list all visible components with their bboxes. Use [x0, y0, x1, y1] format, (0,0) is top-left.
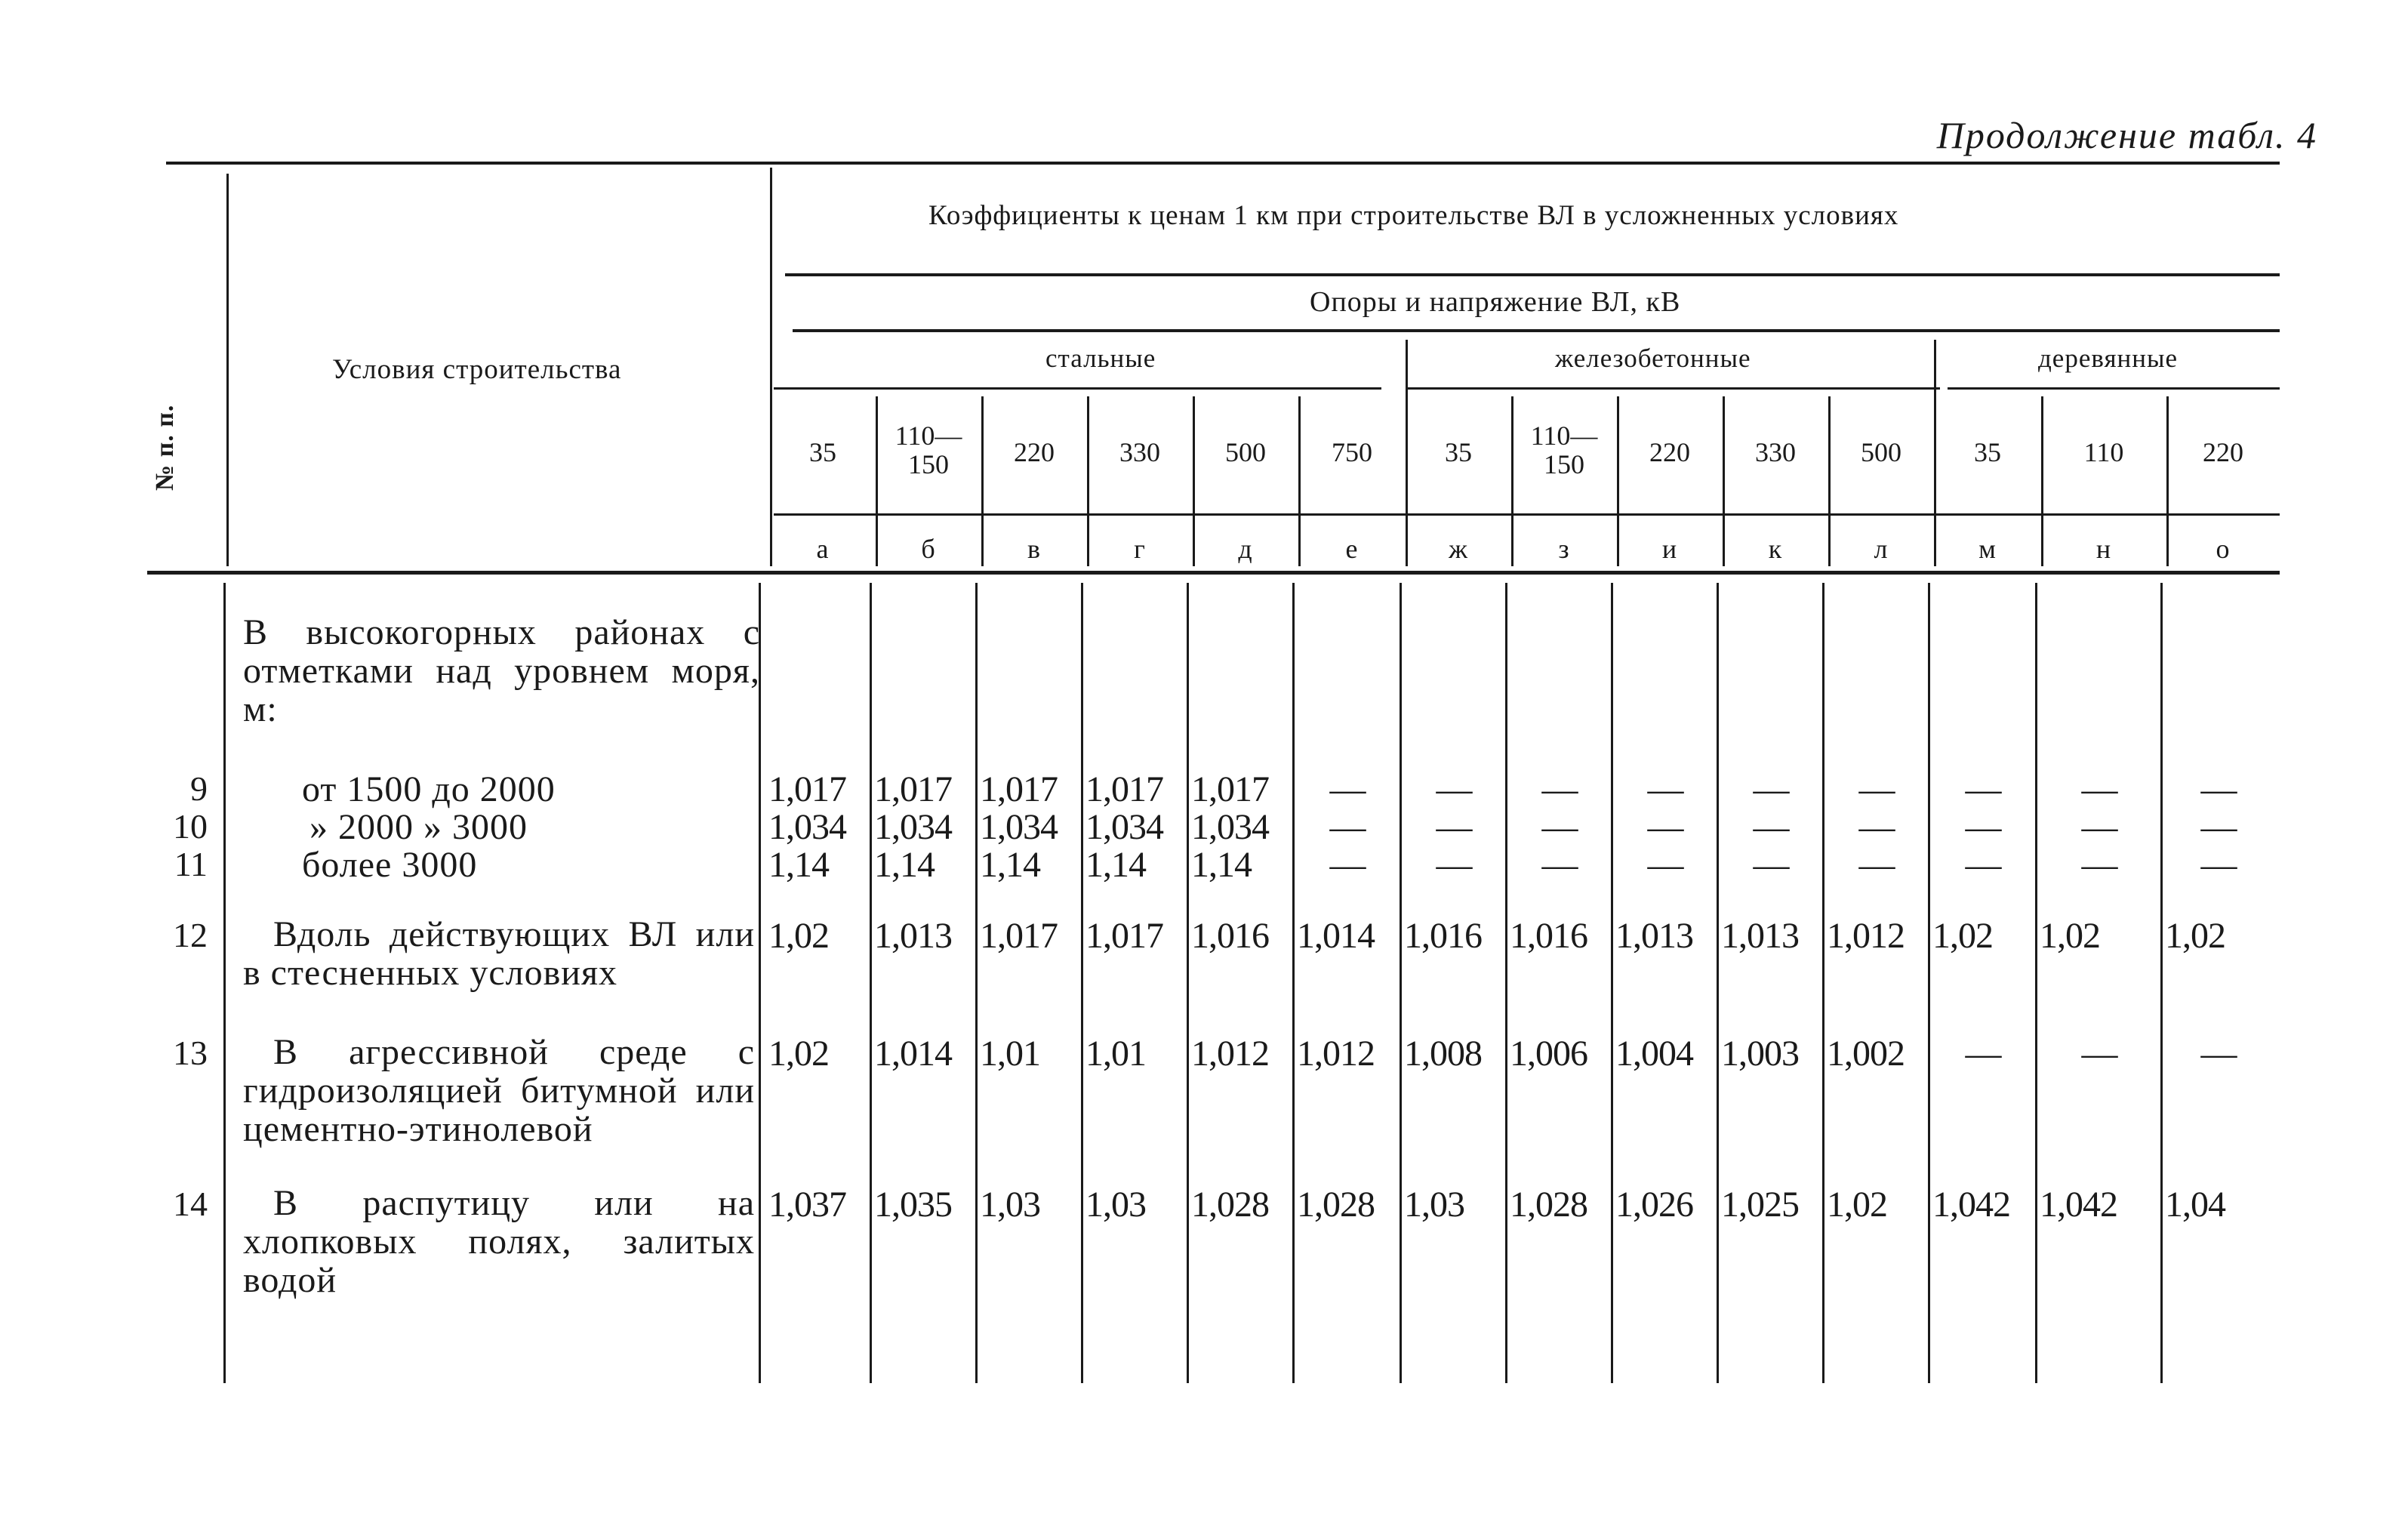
- table-cell: 1,14: [768, 845, 829, 885]
- table-cell: 1,025: [1721, 1185, 1799, 1225]
- group-wooden: деревянные: [2038, 344, 2179, 373]
- table-cell: —: [1965, 769, 2001, 809]
- table-cell: 1,016: [1404, 916, 1482, 956]
- table-cell: —: [1329, 769, 1366, 809]
- table-cell: 1,013: [1615, 916, 1693, 956]
- row-label: » 2000 » 3000: [309, 807, 528, 847]
- row-label: от 1500 до 2000: [302, 769, 556, 809]
- table-cell: —: [1858, 845, 1895, 885]
- column-letter: ж: [1449, 534, 1468, 564]
- table-cell: 1,03: [1404, 1185, 1464, 1225]
- table-cell: 1,01: [1085, 1034, 1146, 1074]
- table-cell: —: [2081, 1034, 2117, 1074]
- row-number: 12: [173, 916, 208, 954]
- row-number: 11: [174, 845, 208, 883]
- rule-above-letters: [774, 513, 2280, 516]
- table-cell: —: [1647, 807, 1683, 847]
- table-cell: 1,034: [1191, 807, 1269, 847]
- column-letter: а: [816, 534, 830, 564]
- voltage-header: 750: [1332, 437, 1372, 467]
- voltage-header: 110— 150: [895, 421, 962, 479]
- table-cell: —: [1647, 769, 1683, 809]
- table-cell: 1,14: [874, 845, 935, 885]
- continuation-caption: Продолжение табл. 4: [1936, 114, 2317, 156]
- row-number: 13: [173, 1034, 208, 1072]
- coefficients-header: Коэффициенты к ценам 1 км при строительстве ВЛ в усложненных условиях: [928, 200, 1899, 231]
- table-cell: —: [1858, 769, 1895, 809]
- vline-col-body: [870, 583, 872, 1383]
- table-cell: 1,017: [768, 769, 846, 809]
- table-cell: —: [1965, 807, 2001, 847]
- table-cell: 1,017: [874, 769, 952, 809]
- rule-under-group-wood: [1948, 387, 2280, 390]
- column-letter: л: [1874, 534, 1889, 564]
- table-cell: 1,02: [2165, 916, 2225, 956]
- table-cell: 1,014: [874, 1034, 952, 1074]
- table-cell: 1,017: [1191, 769, 1269, 809]
- table-cell: —: [1965, 1034, 2001, 1074]
- table-cell: 1,004: [1615, 1034, 1693, 1074]
- vline-col-body: [1822, 583, 1824, 1383]
- table-cell: 1,03: [1085, 1185, 1146, 1225]
- table-cell: 1,028: [1297, 1185, 1375, 1225]
- column-letter: г: [1134, 534, 1146, 564]
- table-cell: —: [1329, 807, 1366, 847]
- table-cell: —: [2081, 807, 2117, 847]
- table-cell: 1,002: [1827, 1034, 1905, 1074]
- table-cell: —: [1436, 769, 1472, 809]
- voltage-header: 500: [1861, 437, 1901, 467]
- voltage-header: 220: [1649, 437, 1690, 467]
- vline-col-body: [1292, 583, 1295, 1383]
- table-cell: —: [1329, 845, 1366, 885]
- table-cell: 1,042: [1932, 1185, 2010, 1225]
- vline-col-body: [975, 583, 978, 1383]
- vline-col-body: [1717, 583, 1719, 1383]
- voltage-header: 110— 150: [1530, 421, 1598, 479]
- table-cell: —: [1753, 845, 1789, 885]
- table-cell: 1,017: [1085, 769, 1163, 809]
- column-letter: н: [2095, 534, 2112, 564]
- table-cell: 1,02: [2040, 916, 2100, 956]
- group-reinforced-concrete: железобетонные: [1555, 344, 1751, 373]
- table-cell: 1,01: [980, 1034, 1040, 1074]
- table-cell: 1,017: [1085, 916, 1163, 956]
- row-number: 9: [190, 769, 208, 808]
- table-cell: 1,017: [980, 916, 1058, 956]
- table-cell: 1,034: [874, 807, 952, 847]
- voltage-header: 330: [1119, 437, 1160, 467]
- vline-col-body: [2160, 583, 2163, 1383]
- vline-number-col-body: [223, 583, 226, 1383]
- voltage-header: 35: [1445, 437, 1472, 467]
- table-cell: 1,02: [1932, 916, 1993, 956]
- vline-col-header: [1511, 396, 1513, 566]
- vline-col-body: [1505, 583, 1507, 1383]
- table-cell: —: [1436, 807, 1472, 847]
- table-cell: —: [1647, 845, 1683, 885]
- column-letter: о: [2216, 534, 2231, 564]
- table-cell: 1,026: [1615, 1185, 1693, 1225]
- vline-col-header: [1828, 396, 1831, 566]
- table-cell: —: [1965, 845, 2001, 885]
- voltage-header: 220: [1014, 437, 1055, 467]
- table-cell: 1,03: [980, 1185, 1040, 1225]
- table-cell: 1,14: [1191, 845, 1252, 885]
- row-number: 14: [173, 1185, 208, 1223]
- voltage-header: 35: [809, 437, 836, 467]
- rule-under-group-steel: [774, 387, 1381, 390]
- voltage-header: 110: [2083, 437, 2124, 467]
- column-letter: в: [1027, 534, 1041, 564]
- row-label: В агрессивной среде с гидроизоляцией битумной или цементно-этинолевой: [243, 1032, 755, 1149]
- column-letter: и: [1661, 534, 1678, 564]
- vline-col-header: [2166, 396, 2169, 566]
- table-cell: 1,034: [980, 807, 1058, 847]
- column-letter: к: [1768, 534, 1783, 564]
- vline-col-body: [1081, 583, 1083, 1383]
- row-number-header: № п. п.: [151, 404, 179, 491]
- table-cell: 1,034: [768, 807, 846, 847]
- vline-col-header: [1934, 340, 1936, 566]
- column-letter: д: [1238, 534, 1253, 564]
- vline-col-header: [876, 396, 878, 566]
- table-cell: 1,013: [1721, 916, 1799, 956]
- vline-col-body: [1187, 583, 1189, 1383]
- vline-col-header: [1298, 396, 1301, 566]
- rule-under-group-concrete: [1408, 387, 1940, 390]
- table-cell: 1,013: [874, 916, 952, 956]
- vline-col-body: [2035, 583, 2037, 1383]
- table-cell: —: [1753, 807, 1789, 847]
- table-cell: 1,006: [1510, 1034, 1587, 1074]
- vline-col-body: [1400, 583, 1402, 1383]
- supports-header: Опоры и напряжение ВЛ, кВ: [1310, 286, 1681, 318]
- table-cell: —: [2081, 845, 2117, 885]
- column-letter: е: [1345, 534, 1359, 564]
- table-cell: 1,014: [1297, 916, 1375, 956]
- column-letter: з: [1558, 534, 1570, 564]
- row-number: 10: [173, 807, 208, 846]
- vline-col-header: [1723, 396, 1725, 566]
- voltage-header: 330: [1755, 437, 1796, 467]
- vline-col-header: [2041, 396, 2043, 566]
- table-cell: —: [1753, 769, 1789, 809]
- rule-under-supports: [793, 329, 2280, 332]
- vline-number-col: [226, 174, 229, 566]
- table-cell: —: [2081, 769, 2117, 809]
- table-cell: —: [1541, 845, 1578, 885]
- table-cell: 1,042: [2040, 1185, 2117, 1225]
- table-cell: 1,012: [1297, 1034, 1375, 1074]
- table-cell: 1,02: [1827, 1185, 1887, 1225]
- vline-col-body: [1611, 583, 1613, 1383]
- table-cell: 1,003: [1721, 1034, 1799, 1074]
- table-cell: 1,034: [1085, 807, 1163, 847]
- vline-col-header: [1406, 340, 1408, 566]
- table-cell: 1,028: [1510, 1185, 1587, 1225]
- table-cell: —: [2200, 769, 2237, 809]
- section-title: В высокогорных районах с отметками над уровнем моря, м:: [243, 612, 760, 729]
- table-cell: 1,14: [1085, 845, 1146, 885]
- vline-col-header: [981, 396, 984, 566]
- table-cell: 1,016: [1510, 916, 1587, 956]
- table-cell: —: [2200, 807, 2237, 847]
- group-steel: стальные: [1045, 344, 1156, 373]
- row-label: более 3000: [302, 845, 478, 885]
- vline-conditions-col: [770, 168, 772, 566]
- table-cell: 1,028: [1191, 1185, 1269, 1225]
- vline-col-header: [1617, 396, 1619, 566]
- vline-col-body: [1928, 583, 1930, 1383]
- vline-col-header: [1087, 396, 1089, 566]
- table-cell: —: [2200, 1034, 2237, 1074]
- table-cell: 1,016: [1191, 916, 1269, 956]
- row-label: Вдоль действующих ВЛ или в стесненных условиях: [243, 914, 755, 993]
- table-cell: —: [1436, 845, 1472, 885]
- top-rule: [166, 162, 2280, 165]
- vline-col-header: [1193, 396, 1195, 566]
- voltage-header: 35: [1974, 437, 2001, 467]
- row-label: В распутицу или на хлопковых полях, залитых водой: [243, 1183, 755, 1300]
- column-letter: б: [921, 534, 936, 564]
- table-cell: —: [1541, 807, 1578, 847]
- voltage-header: 220: [2203, 437, 2243, 467]
- conditions-header: Условия строительства: [332, 354, 622, 385]
- table-cell: 1,02: [768, 1034, 829, 1074]
- table-cell: 1,02: [768, 916, 829, 956]
- table-cell: 1,012: [1191, 1034, 1269, 1074]
- table-cell: 1,037: [768, 1185, 846, 1225]
- header-bottom-rule: [147, 571, 2280, 575]
- table-cell: 1,04: [2165, 1185, 2225, 1225]
- table-cell: —: [1858, 807, 1895, 847]
- table-cell: —: [1541, 769, 1578, 809]
- rule-under-coefficients: [785, 273, 2280, 276]
- table-cell: 1,012: [1827, 916, 1905, 956]
- column-letter: м: [1978, 534, 1997, 564]
- table-cell: —: [2200, 845, 2237, 885]
- table-cell: 1,14: [980, 845, 1040, 885]
- table-cell: 1,008: [1404, 1034, 1482, 1074]
- table-cell: 1,035: [874, 1185, 952, 1225]
- voltage-header: 500: [1225, 437, 1266, 467]
- table-cell: 1,017: [980, 769, 1058, 809]
